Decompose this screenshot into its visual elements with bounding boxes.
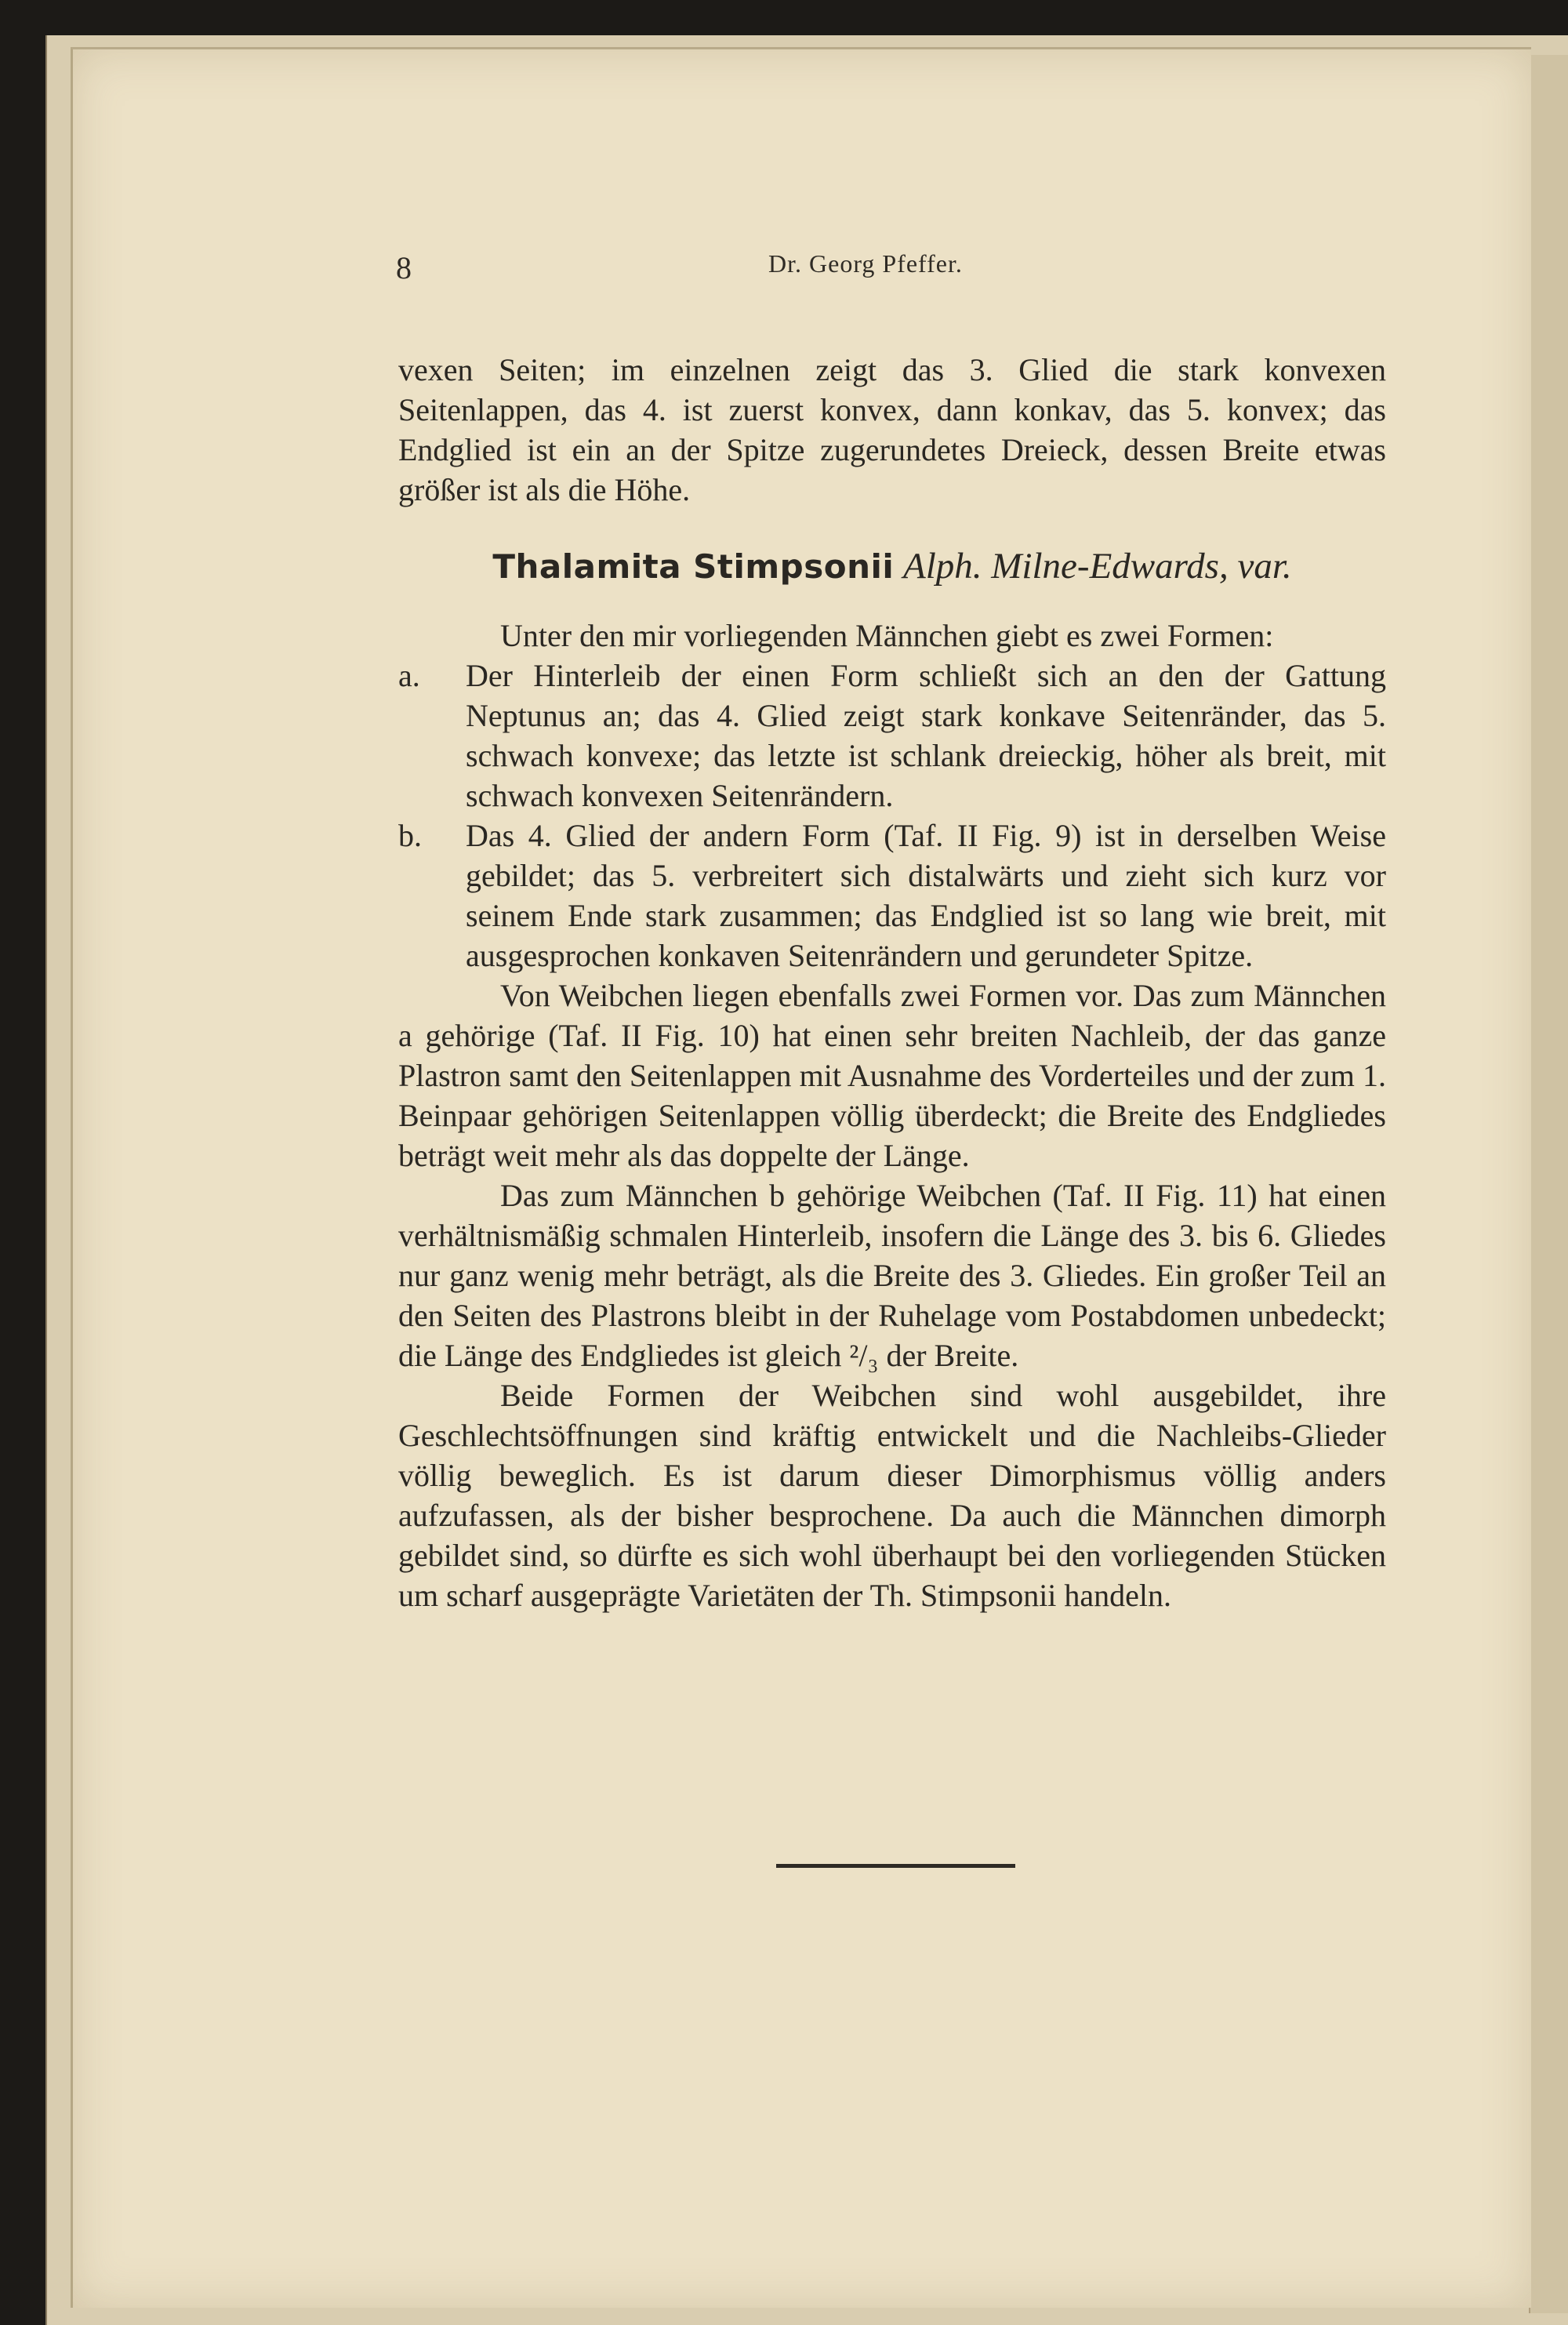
page-edge-right: [1529, 55, 1568, 2313]
heading-author: Alph. Milne-Edwards, var.: [903, 546, 1292, 587]
paragraph-continued: vexen Seiten; im einzelnen zeigt das 3. Glied die stark konvexen Seitenlappen, das 4. ist zuerst konvex, dann konkav, das 5. konvex; das Endglied ist ein an der Spitze zugerundetes Dreieck, dessen Breite etwas größer ist als die Höhe.: [398, 352, 1386, 507]
running-head: Dr. Georg Pfeffer.: [768, 249, 963, 278]
body-text: [398, 350, 1386, 1615]
section-heading: [398, 544, 1386, 589]
page-number: 8: [396, 250, 412, 285]
section-end-rule: [776, 1864, 1015, 1868]
page-header: [157, 249, 1380, 296]
heading-species: Thalamita Stimpsonii: [492, 547, 895, 586]
paragraph-intro: Unter den mir vorliegenden Männchen giebt es zwei Formen:: [500, 618, 1274, 653]
list-body-a: Der Hinterleib der einen Form schließt sich an den der Gattung Neptunus an; das 4. Glied zeigt stark konkave Seitenränder, das 5. schwach konvexe; das letzte ist schlank dreieckig, höher als breit, mit schwach konvexen Seitenrändern.: [466, 658, 1386, 813]
list-body-b: Das 4. Glied der andern Form (Taf. II Fig. 9) ist in derselben Weise gebildet; das 5. verbreitert sich distalwärts und zieht sich kurz vor seinem Ende stark zusammen; das Endglied ist so lang wie breit, mit ausgesprochen konkaven Seitenrändern und gerundeter Spitze.: [466, 818, 1386, 973]
paragraph-conclusion: Beide Formen der Weibchen sind wohl ausgebildet, ihre Geschlechtsöffnungen sind kräftig entwickelt und die Nachleibs-Glieder völlig beweglich. Es ist darum dieser Dimorphismus völlig anders aufzufassen, als der bisher besprochene. Da auch die Männchen dimorph gebildet sind, so dürfte es sich wohl überhaupt bei den vorliegenden Stücken um scharf ausgeprägte Varietäten der Th. Stimpsonii handeln.: [398, 1378, 1386, 1613]
list-label-b: b.: [398, 818, 422, 853]
list-item-b: [398, 816, 1386, 975]
paragraph-weibchen: Von Weibchen liegen ebenfalls zwei Formen vor. Das zum Männchen a gehörige (Taf. II Fig. 10) hat einen sehr breiten Nachleib, der das ganze Plastron samt den Seitenlappen mit Ausnahme des Vorderteiles und der zum 1. Beinpaar gehörigen Seitenlappen völlig überdeckt; die Breite des Endgliedes beträgt weit mehr als das doppelte der Länge.: [398, 978, 1386, 1173]
list-item-a: [398, 656, 1386, 816]
paragraph-maennchen-b: Das zum Männchen b gehörige Weibchen (Taf. II Fig. 11) hat einen verhältnismäßig schmalen Hinterleib, insofern die Länge des 3. bis 6. Gliedes nur ganz wenig mehr beträgt, als die Breite des 3. Gliedes. Ein großer Teil an den Seiten des Plastrons bleibt in der Ruhelage vom Postabdomen unbedeckt; die Länge des Endgliedes ist gleich ²/₃ der Breite.: [398, 1178, 1386, 1373]
list-label-a: a.: [398, 658, 420, 693]
